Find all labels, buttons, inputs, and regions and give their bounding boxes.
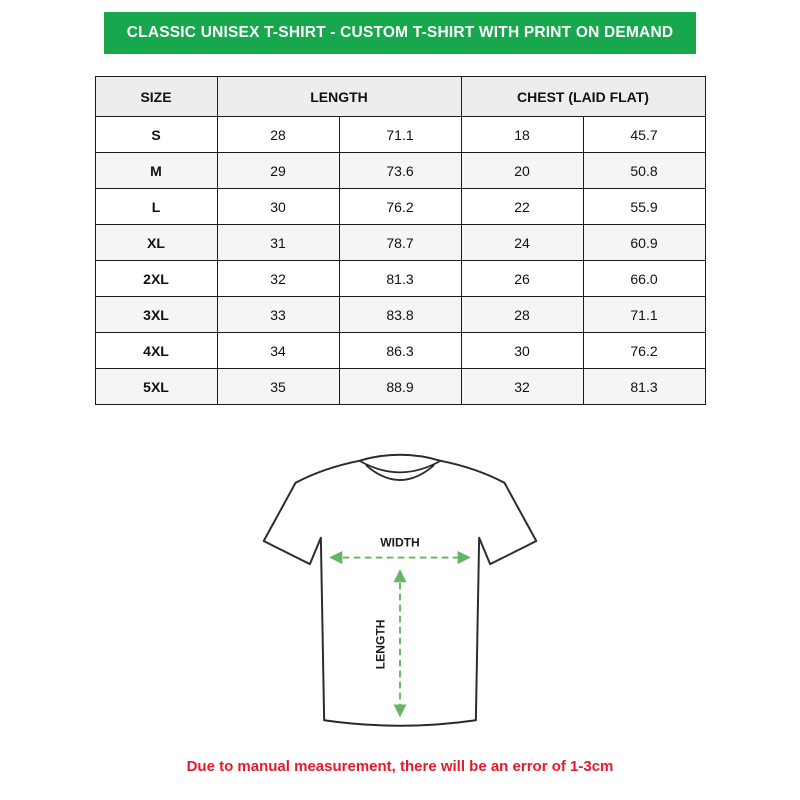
chest-in-cell: 32 [461,369,583,405]
length-label: LENGTH [373,619,388,670]
header-length: LENGTH [217,77,461,117]
size-cell: L [95,189,217,225]
length-cm-cell: 71.1 [339,117,461,153]
size-cell: S [95,117,217,153]
length-cm-cell: 81.3 [339,261,461,297]
chest-cm-cell: 66.0 [583,261,705,297]
table-row [95,297,705,333]
length-in-cell: 34 [217,333,339,369]
header-size: SIZE [95,77,217,117]
header-row [95,77,705,117]
table-row [95,261,705,297]
length-cm-cell: 83.8 [339,297,461,333]
chest-in-cell: 26 [461,261,583,297]
chest-in-cell: 28 [461,297,583,333]
length-in-cell: 28 [217,117,339,153]
length-cm-cell: 73.6 [339,153,461,189]
size-cell: 2XL [95,261,217,297]
table-row [95,153,705,189]
chest-cm-cell: 76.2 [583,333,705,369]
table-row [95,369,705,405]
length-cm-cell: 78.7 [339,225,461,261]
header-chest: CHEST (LAID FLAT) [461,77,705,117]
measurement-disclaimer: Due to manual measurement, there will be an error of 1-3cm [186,758,614,775]
table-row [95,333,705,369]
chest-cm-cell: 45.7 [583,117,705,153]
length-cm-cell: 86.3 [339,333,461,369]
size-cell: 4XL [95,333,217,369]
size-chart-body [95,117,705,405]
length-in-cell: 32 [217,261,339,297]
table-row [95,189,705,225]
length-in-cell: 29 [217,153,339,189]
length-cm-cell: 76.2 [339,189,461,225]
chest-in-cell: 30 [461,333,583,369]
title-banner [104,12,696,54]
chest-cm-cell: 81.3 [583,369,705,405]
page-title: CLASSIC UNISEX T-SHIRT - CUSTOM T-SHIRT WITH PRINT ON DEMAND [126,24,674,41]
size-cell: XL [95,225,217,261]
length-cm-cell: 88.9 [339,369,461,405]
size-cell: M [95,153,217,189]
table-row [95,225,705,261]
table-row [95,117,705,153]
size-chart-table [95,76,706,405]
chest-cm-cell: 55.9 [583,189,705,225]
chest-in-cell: 24 [461,225,583,261]
size-chart-header [95,77,705,117]
length-in-cell: 31 [217,225,339,261]
chest-in-cell: 20 [461,153,583,189]
chest-in-cell: 18 [461,117,583,153]
chest-cm-cell: 60.9 [583,225,705,261]
chest-in-cell: 22 [461,189,583,225]
chest-cm-cell: 71.1 [583,297,705,333]
width-label: WIDTH [380,535,420,550]
size-cell: 5XL [95,369,217,405]
chest-cm-cell: 50.8 [583,153,705,189]
length-in-cell: 30 [217,189,339,225]
tshirt-measurement-diagram [235,441,565,740]
length-in-cell: 33 [217,297,339,333]
size-cell: 3XL [95,297,217,333]
length-in-cell: 35 [217,369,339,405]
